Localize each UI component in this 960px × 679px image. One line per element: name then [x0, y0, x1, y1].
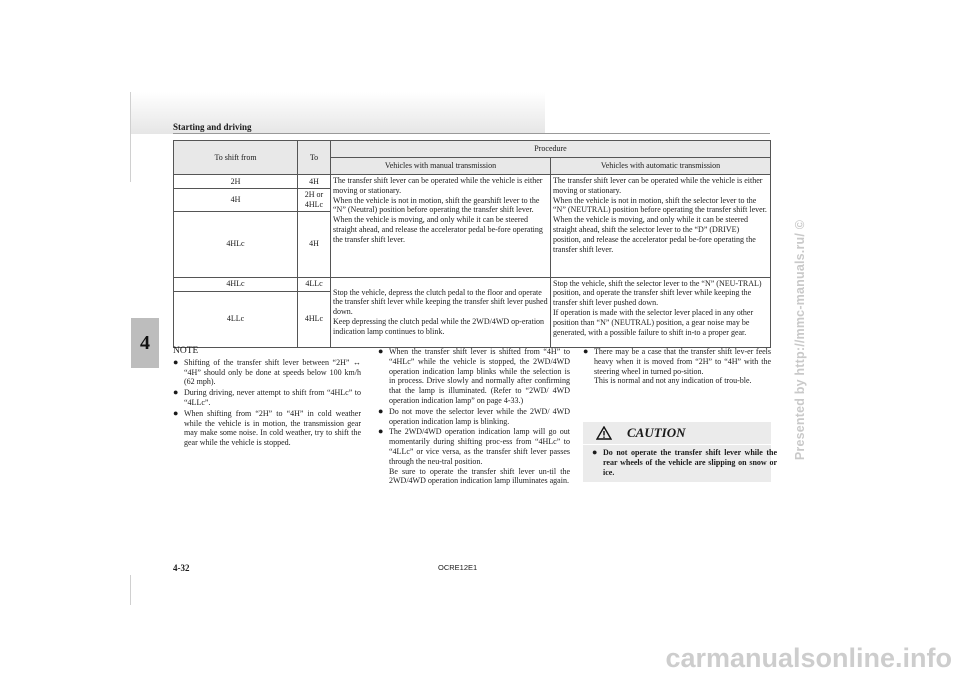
bullet-icon: ●: [173, 387, 179, 398]
cell-manual-procedure: The transfer shift lever can be operated while the vehicle is either moving or stationary. When the vehicle is not in motion, shift the gearshift lever to the “N” (Neutral) position before operating the transfer shift lever. When the vehicle is moving, and only while it can be steered straight ahead, and release the accelerator pedal be-fore operating the transfer shift lever.: [331, 175, 551, 278]
header-procedure: Procedure: [331, 141, 771, 158]
note-item: ● Shifting of the transfer shift lever between “2H” ↔ “4H” should only be done at speeds below 100 km/h (62 mph).: [173, 356, 361, 387]
cell-automatic-procedure: Stop the vehicle, shift the selector lever to the “N” (NEU-TRAL) position, and operate the transfer shift lever while keeping the transfer shift lever pushed down. If operation is made with the selector lever placed in any other position than “N” (NEUTRAL) position, a gear noise may be generated, with a possible failure to shift in-to a proper gear.: [551, 277, 771, 347]
document-code: OCRE12E1: [438, 563, 478, 572]
bullet-icon: ●: [173, 356, 179, 367]
side-watermark: Presented by http://mmc-manuals.ru/ ©: [793, 219, 807, 461]
footer-site-watermark: carmanualsonline.info: [665, 643, 952, 673]
cell-from: 4H: [174, 189, 298, 212]
note-item: ● When the transfer shift lever is shifted from “4H” to “4HLc” while the vehicle is stopped, the 2WD/4WD operation indication lamp blinks while the selection is in process. Drive slowly and normally after confirming that the lamp is illuminated. (Refer to “2WD/ 4WD operation indication lamp” on page 4-33.): [378, 346, 570, 405]
header-to: To: [298, 141, 331, 175]
bullet-icon: ●: [173, 407, 179, 418]
right-column: [583, 347, 771, 387]
cell-to: 2H or 4HLc: [298, 189, 331, 212]
page-number: 4-32: [173, 563, 190, 573]
warning-triangle-icon: [596, 426, 612, 440]
bullet-icon: ●: [592, 447, 598, 457]
cell-to: 4LLc: [298, 277, 331, 291]
middle-column: [378, 347, 570, 487]
margin-rule-top: [130, 92, 131, 182]
cell-manual-procedure: Stop the vehicle, depress the clutch pedal to the floor and operate the transfer shift lever while keeping the transfer shift lever pushed down. Keep depressing the clutch pedal while the 2WD/4WD op-eration indication lamp continues to blink.: [331, 277, 551, 347]
cell-to: 4HLc: [298, 291, 331, 347]
caution-title: CAUTION: [627, 425, 686, 440]
cell-to: 4H: [298, 175, 331, 189]
shift-procedure-table: [173, 140, 771, 348]
caution-text: ● Do not operate the transfer shift lever while the rear wheels of the vehicle are slipping on snow or ice.: [592, 447, 777, 477]
cell-from: 4LLc: [174, 291, 298, 347]
note-column: [173, 347, 361, 449]
cell-automatic-procedure: The transfer shift lever can be operated while the vehicle is either moving or stationary. When the vehicle is not in motion, shift the selector lever to the “N” (NEUTRAL) position before operating the transfer shift lever. When the vehicle is moving, and only while it can be steered straight ahead, shift the selector lever to the “D” (DRIVE) position, and release the accelerator pedal be-fore operating the transfer shift lever.: [551, 175, 771, 278]
note-item: ● When shifting from “2H” to “4H” in cold weather while the vehicle is in motion, the transmission gear may make some noise. In cold weather, try to shift the gear while the vehicle is stopped.: [173, 407, 361, 448]
cell-to: 4H: [298, 211, 331, 277]
bullet-icon: ●: [378, 405, 384, 416]
caution-box: [583, 422, 777, 482]
table-row: [174, 175, 771, 189]
bullet-icon: ●: [583, 346, 589, 356]
note-item: ● Do not move the selector lever while the 2WD/ 4WD operation indication lamp is blinking.: [378, 405, 570, 426]
header-automatic: Vehicles with automatic transmission: [551, 158, 771, 175]
cell-from: 2H: [174, 175, 298, 189]
cell-from: 4HLc: [174, 277, 298, 291]
note-item: ● During driving, never attempt to shift from “4HLc” to “4LLc”.: [173, 387, 361, 407]
cell-from: 4HLc: [174, 211, 298, 277]
note-item: ● The 2WD/4WD operation indication lamp will go out momentarily during shifting proc-ess from “4HLc” to “4LLc” or vice versa, as the transfer shift lever passes through the neu-tral position. Be sure to operate the transfer shift lever un-til the 2WD/4WD operation indication lamp illuminates again.: [378, 426, 570, 486]
margin-rule-bottom: [130, 575, 131, 605]
note-item: ● There may be a case that the transfer shift lev-er feels heavy when it is moved from “2H” to “4H” with the steering wheel in turned po-sition. This is normal and not any indication of trou-ble.: [583, 346, 771, 386]
header-manual: Vehicles with manual transmission: [331, 158, 551, 175]
table-row: [174, 277, 771, 291]
header-rule: [173, 133, 770, 134]
header-shift-from: To shift from: [174, 141, 298, 175]
bullet-icon: ●: [378, 346, 384, 356]
section-title: Starting and driving: [173, 122, 252, 132]
chapter-tab: [131, 318, 159, 368]
table-header-row: [174, 141, 771, 158]
note-heading: NOTE: [173, 346, 199, 356]
bullet-icon: ●: [378, 426, 384, 437]
chapter-number: 4: [140, 331, 150, 354]
caution-header: [583, 422, 771, 445]
